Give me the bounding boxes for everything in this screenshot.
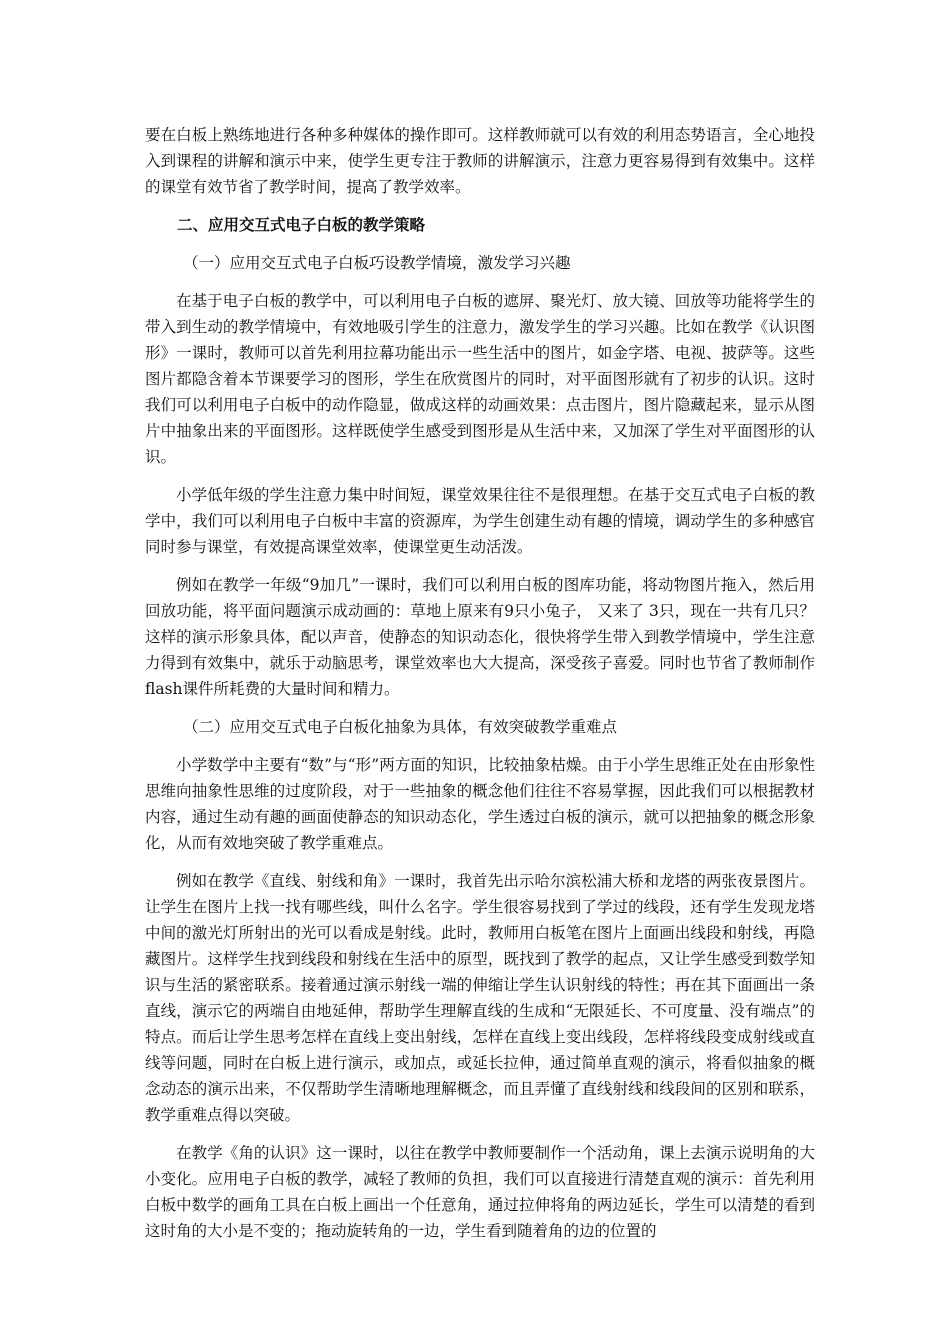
- paragraph-5: 例如在教学《直线、射线和角》一课时，我首先出示哈尔滨松浦大桥和龙塔的两张夜景图片。让学生在图片上找一找有哪些线，叫什么名字。学生很容易找到了学过的线段，还有学生发现龙塔中间的激光灯所射出的光可以看成是射线。此时，教师用白板笔在图片上面画出线段和射线，再隐藏图片。这样学生找到线段和射线在生活中的原型，既找到了教学的起点，又让学生感受到数学知识与生活的紧密联系。接着通过演示射线一端的伸缩让学生认识射线的特性；再在其下面画出一条直线，演示它的两端自由地延伸，帮助学生理解直线的生成和“无限延长、不可度量、没有端点”的特点。而后让学生思考怎样在直线上变出射线，怎样在直线上变出线段，怎样将线段变成射线或直线等问题，同时在白板上进行演示，或加点，或延长拉伸，通过简单直观的演示，将看似抽象的概念动态的演示出来，不仅帮助学生清晰地理解概念，而且弄懂了直线射线和线段间的区别和联系，教学重难点得以突破。: [145, 872, 815, 1124]
- paragraph-3: 例如在教学一年级“9加几”一课时，我们可以利用白板的图库功能，将动物图片拖入，然后用回放功能，将平面问题演示成动画的：草地上原来有9只小兔子， 又来了 3只，现在一共有几只？这样的演示形象具体，配以声音，使静态的知识动态化，很快将学生带入到教学情境中，学生注意力得到有效集中，就乐于动脑思考，课堂效率也大大提高，深受孩子喜爱。同时也节省了教师制作flash课件所耗费的大量时间和精力。: [145, 576, 815, 698]
- paragraph-6: 在教学《角的认识》这一课时，以往在教学中教师要制作一个活动角，课上去演示说明角的大小变化。应用电子白板的教学，减轻了教师的负担，我们可以直接进行清楚直观的演示：首先利用白板中数学的画角工具在白板上画出一个任意角，通过拉伸将角的两边延长，学生可以清楚的看到这时角的大小是不变的；拖动旋转角的一边，学生看到随着角的边的位置的: [145, 1144, 815, 1240]
- section-heading: 二、应用交互式电子白板的教学策略: [177, 215, 426, 234]
- document-page: [145, 122, 815, 1244]
- paragraph-intro: 要在白板上熟练地进行各种多种媒体的操作即可。这样教师就可以有效的利用态势语言，全心地投入到课程的讲解和演示中来，使学生更专注于教师的讲解演示，注意力更容易得到有效集中。这样的课堂有效节省了教学时间，提高了教学效率。: [145, 126, 815, 196]
- subsection-heading-1: （一）应用交互式电子白板巧设教学情境，激发学习兴趣: [183, 254, 571, 272]
- paragraph-2: 小学低年级的学生注意力集中时间短，课堂效果往往不是很理想。在基于交互式电子白板的教学中，我们可以利用电子白板中丰富的资源库，为学生创建生动有趣的情境，调动学生的多种感官同时参与课堂，有效提高课堂效率，使课堂更生动活泼。: [145, 486, 815, 556]
- paragraph-1: 在基于电子白板的教学中，可以利用电子白板的遮屏、聚光灯、放大镜、回放等功能将学生的带入到生动的教学情境中，有效地吸引学生的注意力，激发学生的学习兴趣。比如在教学《认识图形》一课时，教师可以首先利用拉幕功能出示一些生活中的图片，如金字塔、电视、披萨等。这些图片都隐含着本节课要学习的图形，学生在欣赏图片的同时，对平面图形就有了初步的认识。这时我们可以利用电子白板中的动作隐显，做成这样的动画效果：点击图片，图片隐藏起来，显示从图片中抽象出来的平面图形。这样既使学生感受到图形是从生活中来，又加深了学生对平面图形的认识。: [145, 292, 815, 466]
- paragraph-4: 小学数学中主要有“数”与“形”两方面的知识，比较抽象枯燥。由于小学生思维正处在由形象性思维向抽象性思维的过度阶段，对于一些抽象的概念他们往往不容易掌握，因此我们可以根据教材内容，通过生动有趣的画面使静态的知识动态化，学生透过白板的演示，就可以把抽象的概念形象化，从而有效地突破了教学重难点。: [145, 756, 815, 852]
- subsection-heading-2: （二）应用交互式电子白板化抽象为具体，有效突破教学重难点: [183, 718, 618, 736]
